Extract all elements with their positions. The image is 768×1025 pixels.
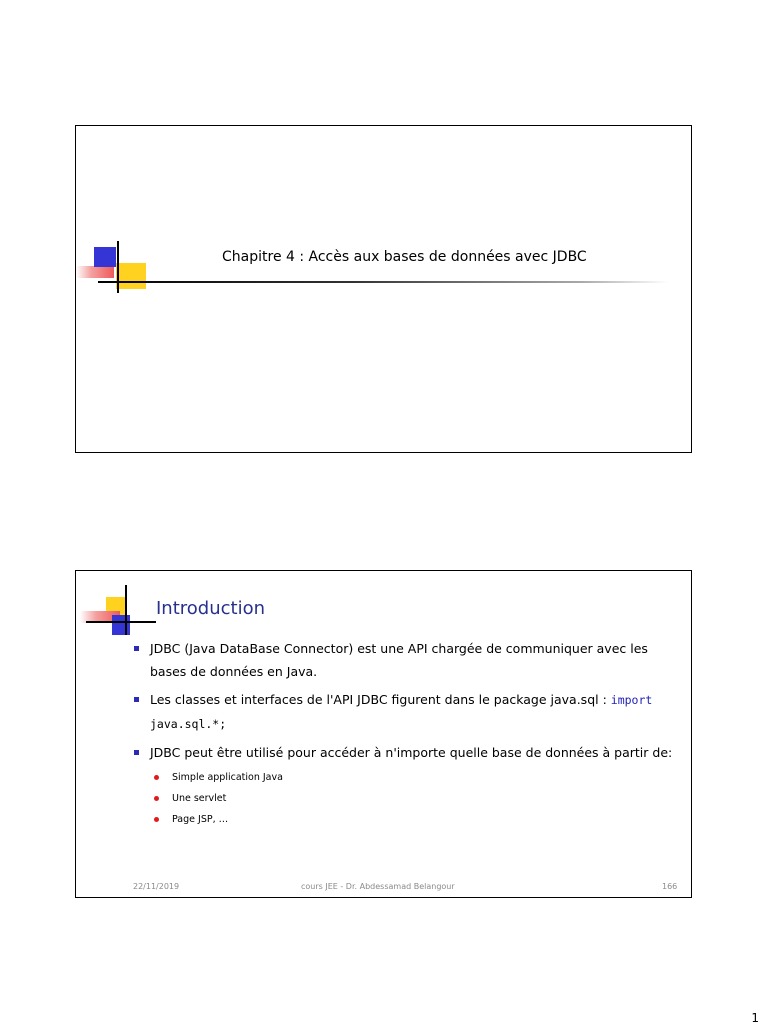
bullet-dot-icon [154,796,159,801]
footer-slide-number: 166 [662,882,678,891]
chapter-title: Chapitre 4 : Accès aux bases de données avec JDBC [222,249,587,265]
slide-title: Introduction [156,598,266,619]
decor-red-block [76,266,114,278]
sub-list-item [132,792,682,806]
decor-blue-square [94,247,116,267]
list-item [132,741,682,764]
decor-horizontal-rule [86,621,156,623]
decor-blue-square [112,615,130,635]
decor-yellow-square [116,263,146,289]
bullet-text: JDBC peut être utilisé pour accéder à n'importe quelle base de données à partir de: [150,745,673,760]
sub-list-item [132,771,682,785]
slide-chapter-title [75,125,692,453]
bullet-square-icon [134,697,139,702]
footer-date: 22/11/2019 [133,882,180,891]
code-text: java.sql.*; [150,717,227,731]
decor-vertical-line [125,585,127,635]
list-item [132,637,682,683]
list-item [132,688,682,736]
sub-item-text: Simple application Java [172,772,283,783]
sub-list-item [132,813,682,827]
decor-horizontal-rule [98,281,668,283]
decor-vertical-line [117,241,119,293]
footer-author: cours JEE - Dr. Abdessamad Belangour [301,882,455,891]
code-keyword: import [610,693,653,707]
bullet-text: Les classes et interfaces de l'API JDBC figurent dans le package java.sql : [150,692,611,707]
page-number: 1 [751,1011,759,1025]
sub-item-text: Une servlet [172,793,227,804]
sub-item-text: Page JSP, … [172,814,229,825]
bullet-text: JDBC (Java DataBase Connector) est une API chargée de communiquer avec les bases de données en Java. [150,641,648,679]
bullet-square-icon [134,750,139,755]
bullet-dot-icon [154,775,159,780]
bullet-square-icon [134,646,139,651]
bullet-dot-icon [154,817,159,822]
slide-decoration [76,585,166,641]
slide-introduction [75,570,692,898]
bullet-list [132,637,682,834]
